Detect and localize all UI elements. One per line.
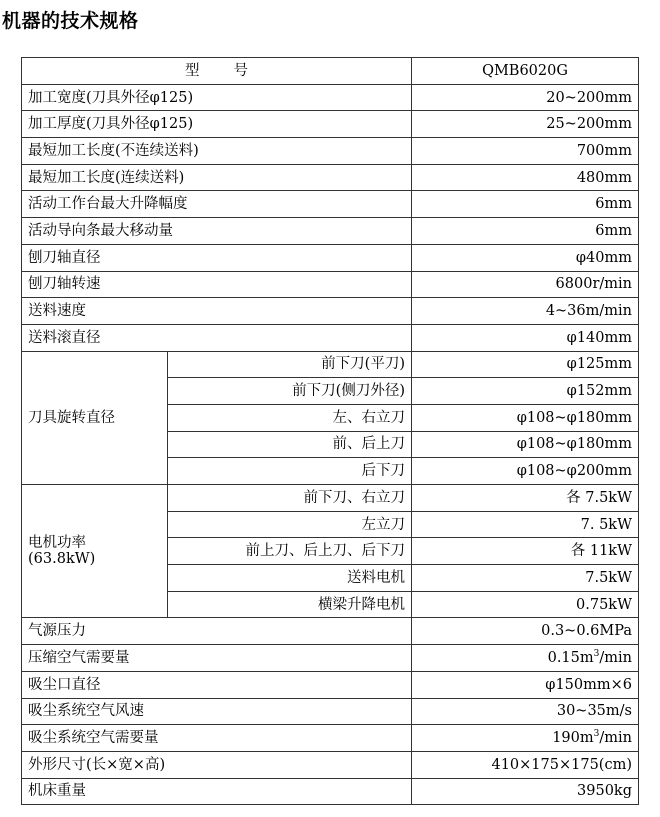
value-unit: /min: [599, 649, 632, 666]
table-row: [22, 111, 639, 138]
motor-group-label: [22, 485, 168, 618]
row-value: 6800r/min: [412, 271, 639, 298]
row-value: φ40mm: [412, 244, 639, 271]
value-main: 0.15m: [547, 649, 594, 666]
table-row: [22, 778, 639, 805]
row-value: φ108~φ180mm: [412, 404, 639, 431]
row-label: 送料滚直径: [22, 324, 412, 351]
sub-row-label: 前下刀(侧刀外径): [168, 378, 412, 405]
model-header-label-a: 型: [185, 62, 200, 79]
row-value: [412, 725, 639, 752]
sub-row-label: 前下刀(平刀): [168, 351, 412, 378]
row-label: 送料速度: [22, 298, 412, 325]
table-row: [22, 671, 639, 698]
table-row: [22, 191, 639, 218]
row-label: 压缩空气需要量: [22, 645, 412, 672]
row-label: 吸尘系统空气需要量: [22, 725, 412, 752]
row-label: 活动工作台最大升降幅度: [22, 191, 412, 218]
table-row: [22, 244, 639, 271]
table-row: [22, 351, 639, 378]
table-row: [22, 324, 639, 351]
row-label: 加工厚度(刀具外径φ125): [22, 111, 412, 138]
row-value: 0.75kW: [412, 591, 639, 618]
page-title: 机器的技术规格: [2, 10, 139, 32]
row-label: 刨刀轴直径: [22, 244, 412, 271]
sub-row-label: 左立刀: [168, 511, 412, 538]
row-value: 各 7.5kW: [412, 485, 639, 512]
row-label: 吸尘系统空气风速: [22, 698, 412, 725]
table-row: [22, 698, 639, 725]
value-superscript: 3: [593, 729, 600, 740]
table-row: [22, 485, 639, 512]
sub-row-label: 前下刀、右立刀: [168, 485, 412, 512]
cutter-group-label: 刀具旋转直径: [22, 351, 168, 484]
row-value: 20~200mm: [412, 84, 639, 111]
sub-row-label: 前、后上刀: [168, 431, 412, 458]
model-header-cell: [22, 58, 412, 85]
header-row: [22, 58, 639, 85]
row-label: 加工宽度(刀具外径φ125): [22, 84, 412, 111]
row-label: 活动导向条最大移动量: [22, 218, 412, 245]
row-value: 0.3~0.6MPa: [412, 618, 639, 645]
row-value: 480mm: [412, 164, 639, 191]
table-row: [22, 725, 639, 752]
table-row: [22, 164, 639, 191]
motor-group-title: 电机功率: [28, 535, 86, 552]
row-label: 最短加工长度(连续送料): [22, 164, 412, 191]
row-value: φ150mm×6: [412, 671, 639, 698]
sub-row-label: 前上刀、后上刀、后下刀: [168, 538, 412, 565]
spec-table: [21, 57, 639, 805]
value-unit: /min: [599, 730, 632, 747]
model-number: QMB6020G: [412, 58, 639, 85]
row-label: 最短加工长度(不连续送料): [22, 138, 412, 165]
table-row: [22, 138, 639, 165]
table-row: [22, 618, 639, 645]
model-header-label-b: 号: [233, 62, 248, 79]
motor-group-total: (63.8kW): [28, 551, 96, 568]
row-value: φ152mm: [412, 378, 639, 405]
table-row: [22, 298, 639, 325]
value-superscript: 3: [593, 649, 600, 660]
sub-row-label: 后下刀: [168, 458, 412, 485]
row-value: φ108~φ200mm: [412, 458, 639, 485]
value-main: 190m: [552, 730, 594, 747]
row-label: 吸尘口直径: [22, 671, 412, 698]
row-value: 6mm: [412, 191, 639, 218]
table-row: [22, 751, 639, 778]
row-value: 各 11kW: [412, 538, 639, 565]
row-value: 700mm: [412, 138, 639, 165]
row-value: 410×175×175(cm): [412, 751, 639, 778]
table-row: [22, 84, 639, 111]
table-row: [22, 645, 639, 672]
row-value: 3950kg: [412, 778, 639, 805]
row-value: [412, 645, 639, 672]
sub-row-label: 左、右立刀: [168, 404, 412, 431]
row-label: 机床重量: [22, 778, 412, 805]
row-label: 刨刀轴转速: [22, 271, 412, 298]
row-value: φ140mm: [412, 324, 639, 351]
row-label: 外形尺寸(长×宽×高): [22, 751, 412, 778]
row-value: 7.5kW: [412, 565, 639, 592]
sub-row-label: 送料电机: [168, 565, 412, 592]
row-value: φ125mm: [412, 351, 639, 378]
table-row: [22, 218, 639, 245]
row-label: 气源压力: [22, 618, 412, 645]
table-row: [22, 271, 639, 298]
sub-row-label: 横梁升降电机: [168, 591, 412, 618]
row-value: 25~200mm: [412, 111, 639, 138]
row-value: 6mm: [412, 218, 639, 245]
row-value: 7. 5kW: [412, 511, 639, 538]
row-value: 30~35m/s: [412, 698, 639, 725]
row-value: 4~36m/min: [412, 298, 639, 325]
row-value: φ108~φ180mm: [412, 431, 639, 458]
